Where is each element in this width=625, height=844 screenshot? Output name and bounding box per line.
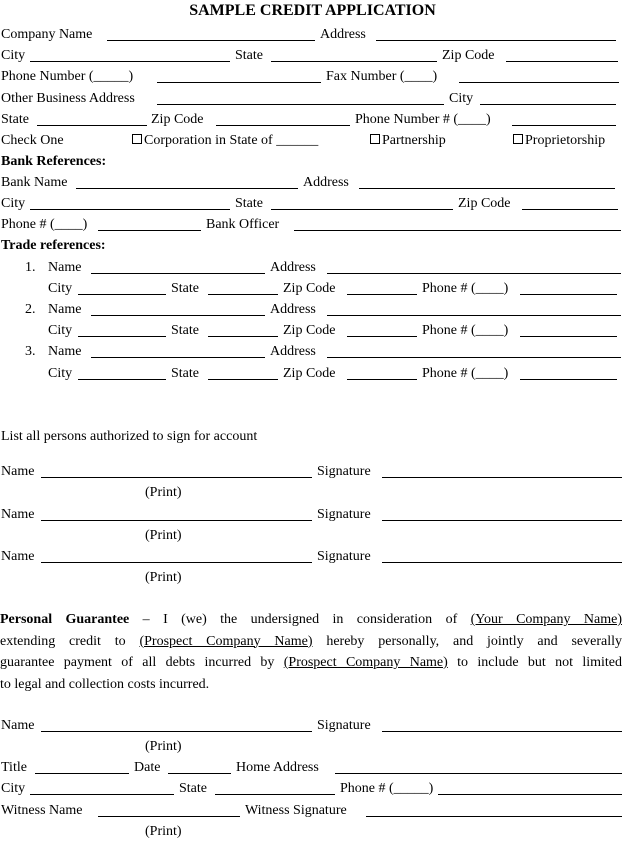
corporation-label: Corporation in State of ______ bbox=[144, 133, 319, 148]
proprietorship-label: Proprietorship bbox=[525, 133, 606, 148]
authorized-persons-label: List all persons authorized to sign for account bbox=[1, 429, 258, 444]
trade-ref-zip-label: Zip Code bbox=[283, 366, 336, 381]
trade-ref-zip-label: Zip Code bbox=[283, 281, 336, 296]
trade-ref-state-label: State bbox=[171, 323, 199, 338]
trade-ref-city-label: City bbox=[48, 323, 73, 338]
print-label: (Print) bbox=[145, 739, 182, 754]
signer-name-field[interactable] bbox=[41, 562, 312, 563]
guarantee-line bbox=[0, 631, 622, 653]
trade-ref-address-field[interactable] bbox=[327, 357, 621, 358]
trade-ref-state-field[interactable] bbox=[208, 294, 278, 295]
print-label: (Print) bbox=[145, 570, 182, 585]
bank-phone-label: Phone # (____) bbox=[1, 217, 88, 232]
company-name-label: Company Name bbox=[1, 27, 93, 42]
bank-phone-field[interactable] bbox=[98, 230, 201, 231]
guarantor-phone-label: Phone # (_____) bbox=[340, 781, 434, 796]
print-label: (Print) bbox=[145, 485, 182, 500]
witness-signature-label: Witness Signature bbox=[245, 803, 347, 818]
guarantor-state-field[interactable] bbox=[215, 794, 335, 795]
guarantee-line bbox=[0, 609, 622, 631]
witness-signature-field[interactable] bbox=[366, 816, 622, 817]
guarantor-name-field[interactable] bbox=[41, 731, 312, 732]
signer-signature-field[interactable] bbox=[382, 477, 622, 478]
guarantor-name-label: Name bbox=[1, 718, 35, 733]
guarantee-text: guarantee payment of all debts incurred by bbox=[0, 655, 284, 670]
corporation-checkbox[interactable] bbox=[132, 134, 142, 144]
guarantor-city-field[interactable] bbox=[30, 794, 174, 795]
guarantor-state-label: State bbox=[179, 781, 207, 796]
trade-ref-address-field[interactable] bbox=[327, 315, 621, 316]
signer-signature-label: Signature bbox=[317, 549, 371, 564]
other-state-field[interactable] bbox=[37, 125, 147, 126]
page-title: SAMPLE CREDIT APPLICATION bbox=[189, 2, 436, 19]
guarantee-text: to include but not limited bbox=[447, 655, 622, 670]
trade-ref-state-label: State bbox=[171, 281, 199, 296]
home-address-field[interactable] bbox=[335, 773, 622, 774]
trade-ref-zip-field[interactable] bbox=[347, 294, 417, 295]
other-business-address-label: Other Business Address bbox=[1, 91, 135, 106]
trade-ref-address-label: Address bbox=[270, 260, 316, 275]
guarantee-line bbox=[0, 674, 622, 696]
trade-ref-city-field[interactable] bbox=[78, 336, 166, 337]
signer-signature-label: Signature bbox=[317, 464, 371, 479]
personal-guarantee-paragraph bbox=[0, 609, 622, 695]
trade-ref-address-label: Address bbox=[270, 302, 316, 317]
guarantee-text: to legal and collection costs incurred. bbox=[0, 676, 210, 692]
signer-signature-field[interactable] bbox=[382, 520, 622, 521]
guarantee-text: hereby personally, and jointly and severally bbox=[312, 633, 622, 649]
bank-address-label: Address bbox=[303, 175, 349, 190]
home-address-label: Home Address bbox=[236, 760, 319, 775]
title-label: Title bbox=[1, 760, 27, 775]
bank-references-heading: Bank References: bbox=[1, 154, 107, 169]
address-field[interactable] bbox=[376, 40, 616, 41]
signer-signature-label: Signature bbox=[317, 507, 371, 522]
trade-ref-zip-label: Zip Code bbox=[283, 323, 336, 338]
prospect-company-name-placeholder: (Prospect Company Name) bbox=[139, 633, 313, 649]
guarantor-signature-field[interactable] bbox=[382, 731, 622, 732]
phone-number-field[interactable] bbox=[157, 82, 321, 83]
trade-ref-state-field[interactable] bbox=[208, 336, 278, 337]
trade-ref-name-label: Name bbox=[48, 344, 82, 359]
trade-ref-phone-label: Phone # (____) bbox=[422, 281, 509, 296]
trade-ref-zip-field[interactable] bbox=[347, 336, 417, 337]
trade-ref-name-field[interactable] bbox=[91, 315, 265, 316]
signer-name-field[interactable] bbox=[41, 477, 312, 478]
zip-field[interactable] bbox=[506, 61, 618, 62]
trade-ref-number: 2. bbox=[25, 302, 36, 317]
other-state-label: State bbox=[1, 112, 29, 127]
phone-number-label: Phone Number (_____) bbox=[1, 69, 134, 84]
other-business-address-field[interactable] bbox=[157, 104, 444, 105]
guarantor-phone-field[interactable] bbox=[438, 794, 622, 795]
title-field[interactable] bbox=[35, 773, 129, 774]
your-company-name-placeholder: (Your Company Name) bbox=[470, 612, 622, 627]
company-name-field[interactable] bbox=[107, 40, 315, 41]
signer-name-label: Name bbox=[1, 507, 35, 522]
other-zip-label: Zip Code bbox=[151, 112, 204, 127]
date-label: Date bbox=[134, 760, 161, 775]
city-label: City bbox=[1, 48, 26, 63]
bank-zip-label: Zip Code bbox=[458, 196, 511, 211]
trade-ref-name-field[interactable] bbox=[91, 357, 265, 358]
trade-ref-city-field[interactable] bbox=[78, 379, 166, 380]
signer-name-field[interactable] bbox=[41, 520, 312, 521]
state-field[interactable] bbox=[271, 61, 437, 62]
trade-ref-phone-field[interactable] bbox=[520, 294, 617, 295]
trade-ref-city-field[interactable] bbox=[78, 294, 166, 295]
guarantor-city-label: City bbox=[1, 781, 26, 796]
bank-name-label: Bank Name bbox=[1, 175, 68, 190]
trade-ref-zip-field[interactable] bbox=[347, 379, 417, 380]
bank-city-field[interactable] bbox=[30, 209, 230, 210]
other-zip-field[interactable] bbox=[216, 125, 350, 126]
trade-ref-address-field[interactable] bbox=[327, 273, 621, 274]
other-phone-label: Phone Number # (____) bbox=[355, 112, 491, 127]
trade-ref-name-label: Name bbox=[48, 260, 82, 275]
prospect-company-name-placeholder: (Prospect Company Name) bbox=[283, 655, 448, 670]
print-label: (Print) bbox=[145, 528, 182, 543]
corporation-option[interactable] bbox=[132, 132, 318, 150]
bank-state-label: State bbox=[235, 196, 263, 211]
print-label: (Print) bbox=[145, 824, 182, 839]
guarantee-line bbox=[0, 652, 622, 674]
other-phone-field[interactable] bbox=[512, 125, 616, 126]
trade-ref-city-label: City bbox=[48, 366, 73, 381]
partnership-option[interactable] bbox=[370, 132, 446, 150]
other-city-field[interactable] bbox=[480, 104, 616, 105]
fax-number-label: Fax Number (____) bbox=[326, 69, 438, 84]
trade-ref-state-label: State bbox=[171, 366, 199, 381]
fax-number-field[interactable] bbox=[459, 82, 619, 83]
witness-name-field[interactable] bbox=[98, 816, 240, 817]
zip-label: Zip Code bbox=[442, 48, 495, 63]
bank-city-label: City bbox=[1, 196, 26, 211]
partnership-label: Partnership bbox=[382, 133, 446, 148]
bank-officer-label: Bank Officer bbox=[206, 217, 280, 232]
check-one-label: Check One bbox=[1, 133, 64, 148]
bank-state-field[interactable] bbox=[271, 209, 453, 210]
guarantor-signature-label: Signature bbox=[317, 718, 371, 733]
trade-ref-number: 1. bbox=[25, 260, 36, 275]
state-label: State bbox=[235, 48, 263, 63]
partnership-checkbox[interactable] bbox=[370, 134, 380, 144]
date-field[interactable] bbox=[168, 773, 231, 774]
guarantee-heading: Personal Guarantee bbox=[0, 612, 130, 627]
signer-name-label: Name bbox=[1, 549, 35, 564]
trade-ref-phone-field[interactable] bbox=[520, 379, 617, 380]
signer-signature-field[interactable] bbox=[382, 562, 622, 563]
trade-ref-state-field[interactable] bbox=[208, 379, 278, 380]
trade-ref-address-label: Address bbox=[270, 344, 316, 359]
proprietorship-checkbox[interactable] bbox=[513, 134, 523, 144]
trade-ref-name-label: Name bbox=[48, 302, 82, 317]
trade-references-heading: Trade references: bbox=[1, 238, 106, 253]
trade-ref-number: 3. bbox=[25, 344, 36, 359]
address-label: Address bbox=[320, 27, 366, 42]
trade-ref-name-field[interactable] bbox=[91, 273, 265, 274]
signer-name-label: Name bbox=[1, 464, 35, 479]
other-city-label: City bbox=[449, 91, 474, 106]
bank-address-field[interactable] bbox=[359, 188, 615, 189]
trade-ref-phone-field[interactable] bbox=[520, 336, 617, 337]
bank-zip-field[interactable] bbox=[522, 209, 618, 210]
trade-ref-phone-label: Phone # (____) bbox=[422, 366, 509, 381]
guarantee-text: – I (we) the undersigned in consideration of bbox=[142, 612, 471, 627]
witness-name-label: Witness Name bbox=[1, 803, 83, 818]
trade-ref-phone-label: Phone # (____) bbox=[422, 323, 509, 338]
bank-name-field[interactable] bbox=[76, 188, 298, 189]
bank-officer-field[interactable] bbox=[294, 230, 621, 231]
proprietorship-option[interactable] bbox=[513, 132, 605, 150]
trade-ref-city-label: City bbox=[48, 281, 73, 296]
city-field[interactable] bbox=[30, 61, 230, 62]
guarantee-text: extending credit to bbox=[0, 633, 140, 649]
